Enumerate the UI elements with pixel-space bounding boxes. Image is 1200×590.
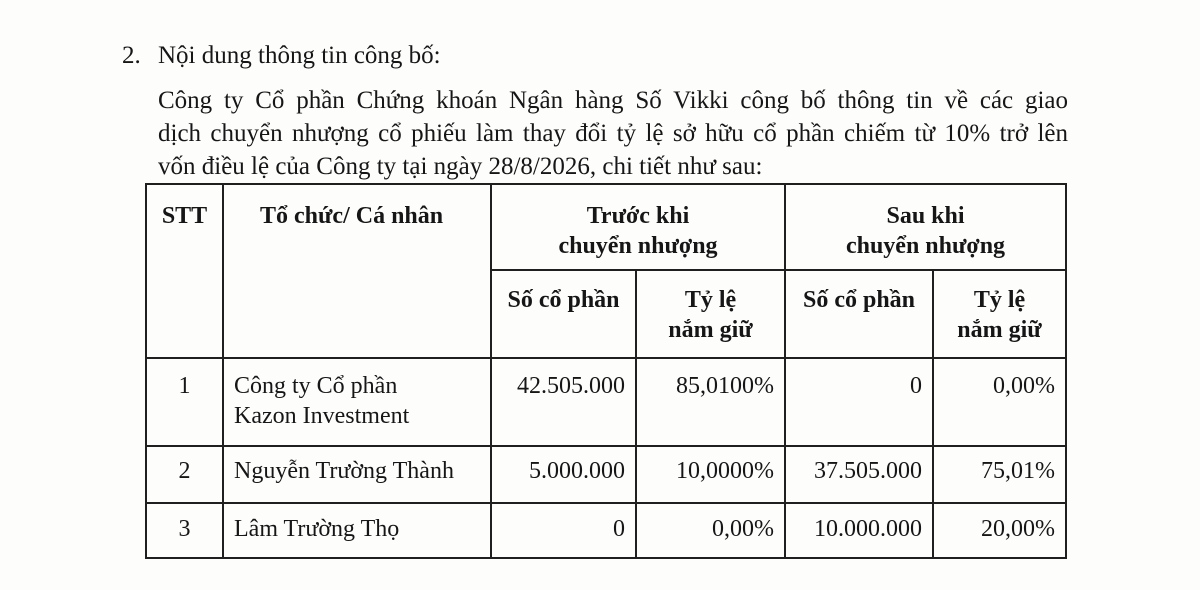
cell-stt: 3 <box>146 503 223 558</box>
cell-after-ratio: 75,01% <box>933 446 1066 503</box>
section-title: Nội dung thông tin công bố: <box>158 42 441 69</box>
cell-name: Công ty Cổ phần Kazon Investment <box>223 358 491 446</box>
cell-name: Nguyễn Trường Thành <box>223 446 491 503</box>
cell-after-ratio: 0,00% <box>933 358 1066 446</box>
intro-line: vốn điều lệ của Công ty tại ngày 28/8/2026, chi tiết như sau: <box>158 153 763 180</box>
table-row <box>146 358 1066 446</box>
header-before-transfer: Trước khi chuyển nhượng <box>491 184 785 270</box>
intro-line: Công ty Cổ phần Chứng khoán Ngân hàng Số Vikki công bố thông tin về các giao <box>158 87 1068 114</box>
header-after-ratio: Tỷ lệ nắm giữ <box>933 270 1066 358</box>
cell-before-ratio: 10,0000% <box>636 446 785 503</box>
header-after-transfer: Sau khi chuyển nhượng <box>785 184 1066 270</box>
cell-name: Lâm Trường Thọ <box>223 503 491 558</box>
cell-before-ratio: 85,0100% <box>636 358 785 446</box>
section-number: 2. <box>122 42 141 69</box>
cell-after-shares: 10.000.000 <box>785 503 933 558</box>
cell-before-shares: 42.505.000 <box>491 358 636 446</box>
header-name: Tổ chức/ Cá nhân <box>223 184 491 358</box>
header-row <box>146 184 1066 270</box>
cell-after-shares: 37.505.000 <box>785 446 933 503</box>
cell-after-shares: 0 <box>785 358 933 446</box>
intro-line: dịch chuyển nhượng cổ phiếu làm thay đổi tỷ lệ sở hữu cổ phần chiếm từ 10% trở lên <box>158 120 1068 147</box>
cell-before-shares: 0 <box>491 503 636 558</box>
section-heading <box>122 40 441 72</box>
table-row <box>146 446 1066 503</box>
table-row <box>146 503 1066 558</box>
cell-after-ratio: 20,00% <box>933 503 1066 558</box>
cell-stt: 2 <box>146 446 223 503</box>
cell-before-shares: 5.000.000 <box>491 446 636 503</box>
share-transfer-table <box>145 183 1067 559</box>
header-before-shares: Số cổ phần <box>491 270 636 358</box>
intro-paragraph <box>158 84 1068 183</box>
header-before-ratio: Tỷ lệ nắm giữ <box>636 270 785 358</box>
cell-before-ratio: 0,00% <box>636 503 785 558</box>
header-after-shares: Số cổ phần <box>785 270 933 358</box>
header-stt: STT <box>146 184 223 358</box>
cell-stt: 1 <box>146 358 223 446</box>
